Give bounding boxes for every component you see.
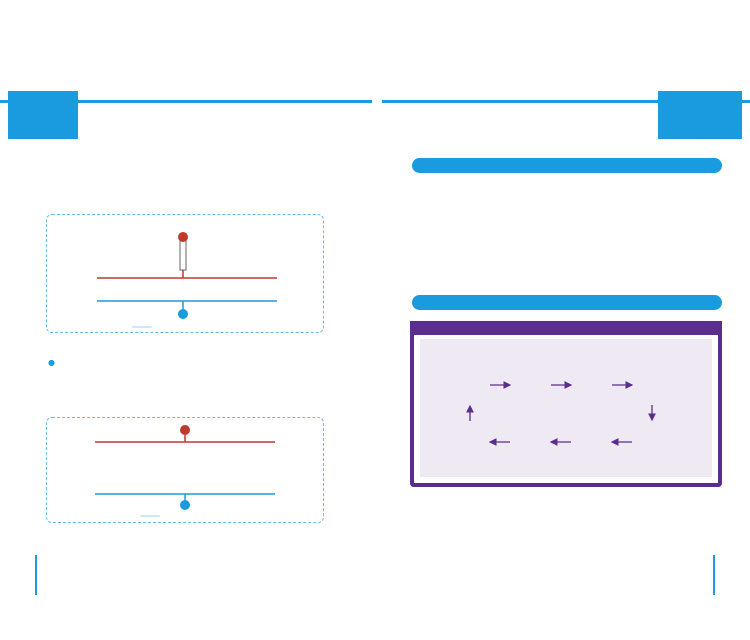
figure-6-2 [46,214,324,333]
h-terminal [178,232,188,242]
task-title [410,321,722,335]
page-margin-rule [713,555,715,595]
l-terminal [178,309,188,319]
h-terminal [180,425,190,435]
task-body [420,339,712,477]
bullet-icon: ● [48,358,55,367]
column-led-circuit [47,215,325,334]
figure-6-3-caption [140,515,160,517]
resistor [180,240,186,270]
figure-6-2-caption [132,326,152,328]
figure-6-3 [46,417,324,523]
section-5-heading [412,295,722,310]
row-led-circuit [47,418,325,524]
right-step-tab [658,91,742,139]
l-terminal [180,500,190,510]
task-6-2-box [410,321,722,487]
section-4-heading [412,158,722,173]
page-margin-rule [35,555,37,595]
left-step-tab [8,91,78,139]
